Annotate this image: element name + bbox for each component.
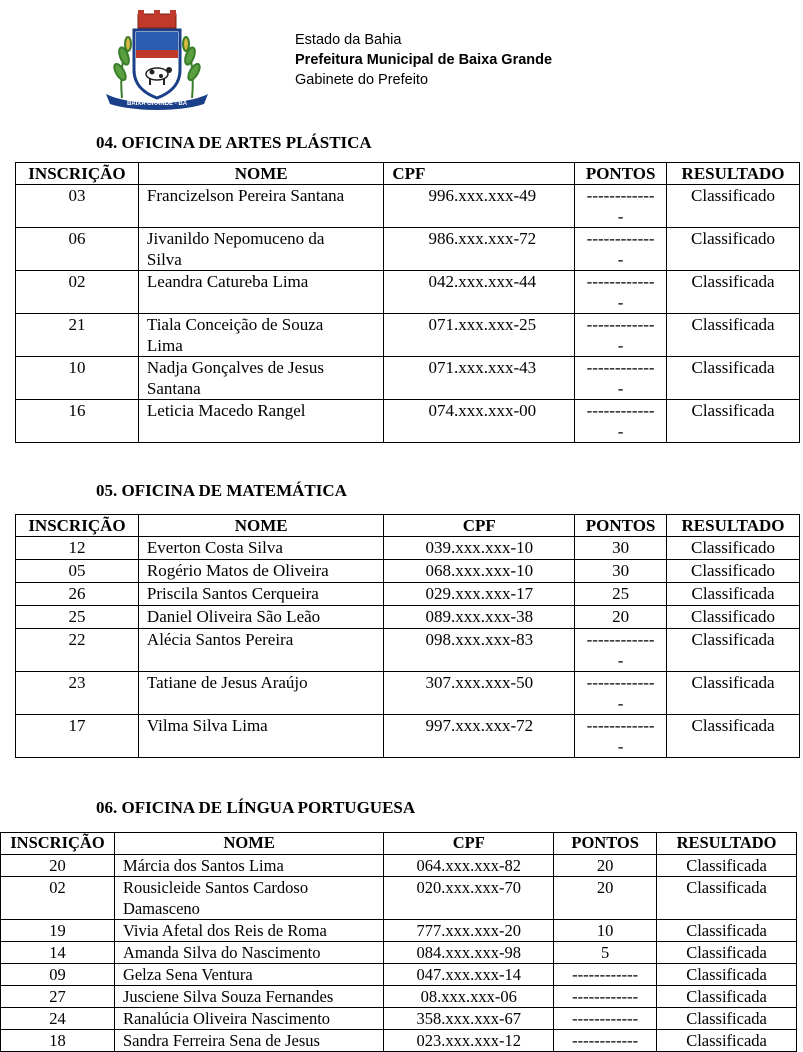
- cell-pontos: ------------ -: [575, 629, 667, 672]
- cell-inscricao: 22: [16, 629, 139, 672]
- cell-cpf: 997.xxx.xxx-72: [384, 715, 575, 758]
- cell-pontos: ------------ -: [575, 314, 667, 357]
- table-row: [16, 715, 800, 758]
- cell-inscricao: 02: [1, 877, 115, 920]
- table-artes-plastica: [15, 162, 800, 443]
- cell-inscricao: 12: [16, 537, 139, 560]
- cell-resultado: Classificada: [667, 271, 800, 314]
- header-cpf: CPF: [384, 833, 554, 855]
- table-row: [16, 400, 800, 443]
- cell-pontos: 20: [554, 877, 657, 920]
- cell-resultado: Classificada: [657, 1008, 797, 1030]
- cell-nome: Sandra Ferreira Sena de Jesus: [114, 1030, 383, 1052]
- cell-pontos: ------------ -: [575, 672, 667, 715]
- cell-cpf: 777.xxx.xxx-20: [384, 920, 554, 942]
- cell-nome: Gelza Sena Ventura: [114, 964, 383, 986]
- header-resultado: RESULTADO: [667, 515, 800, 537]
- cell-cpf: 986.xxx.xxx-72: [384, 228, 575, 271]
- cell-nome: Leticia Macedo Rangel: [138, 400, 383, 443]
- cell-resultado: Classificada: [667, 629, 800, 672]
- table-row: [1, 877, 797, 920]
- cell-inscricao: 14: [1, 942, 115, 964]
- cell-pontos: ------------ -: [575, 400, 667, 443]
- cell-nome: Vivia Afetal dos Reis de Roma: [114, 920, 383, 942]
- cell-resultado: Classificada: [667, 400, 800, 443]
- cell-resultado: Classificada: [657, 920, 797, 942]
- cell-inscricao: 24: [1, 1008, 115, 1030]
- header-pontos: PONTOS: [554, 833, 657, 855]
- table-row: [1, 1008, 797, 1030]
- table-row: [16, 560, 800, 583]
- cell-resultado: Classificada: [667, 583, 800, 606]
- cell-inscricao: 09: [1, 964, 115, 986]
- cell-inscricao: 10: [16, 357, 139, 400]
- cell-resultado: Classificada: [667, 357, 800, 400]
- cell-inscricao: 27: [1, 986, 115, 1008]
- cell-nome: Amanda Silva do Nascimento: [114, 942, 383, 964]
- cell-resultado: Classificada: [657, 855, 797, 877]
- section-title-matematica: 05. OFICINA DE MATEMÁTICA: [96, 481, 347, 500]
- table-row: [16, 228, 800, 271]
- header-inscricao: INSCRIÇÃO: [16, 515, 139, 537]
- cell-pontos: ------------: [554, 964, 657, 986]
- cell-inscricao: 05: [16, 560, 139, 583]
- cell-resultado: Classificada: [657, 986, 797, 1008]
- cell-nome: Ranalúcia Oliveira Nascimento: [114, 1008, 383, 1030]
- cell-nome: Tatiane de Jesus Araújo: [138, 672, 384, 715]
- header-nome: NOME: [114, 833, 383, 855]
- table-row: [1, 942, 797, 964]
- cell-pontos: 30: [575, 537, 667, 560]
- header-pontos: PONTOS: [575, 515, 667, 537]
- municipal-coat-of-arms-logo: [100, 8, 215, 112]
- cell-pontos: 10: [554, 920, 657, 942]
- cell-nome: Everton Costa Silva: [138, 537, 384, 560]
- table-row: [16, 537, 800, 560]
- cell-pontos: ------------: [554, 986, 657, 1008]
- cell-pontos: 5: [554, 942, 657, 964]
- table-row: [16, 185, 800, 228]
- table-row: [16, 629, 800, 672]
- cell-nome: Vilma Silva Lima: [138, 715, 384, 758]
- table-row: [16, 606, 800, 629]
- cell-cpf: 071.xxx.xxx-25: [384, 314, 575, 357]
- cell-nome: Jusciene Silva Souza Fernandes: [114, 986, 383, 1008]
- header-cpf: CPF: [384, 163, 575, 185]
- table-row: [1, 855, 797, 877]
- cell-resultado: Classificada: [667, 314, 800, 357]
- cell-cpf: 074.xxx.xxx-00: [384, 400, 575, 443]
- cell-cpf: 039.xxx.xxx-10: [384, 537, 575, 560]
- cell-pontos: 25: [575, 583, 667, 606]
- cell-cpf: 047.xxx.xxx-14: [384, 964, 554, 986]
- cell-inscricao: 26: [16, 583, 139, 606]
- cell-nome: Priscila Santos Cerqueira: [138, 583, 384, 606]
- cell-inscricao: 21: [16, 314, 139, 357]
- cell-resultado: Classificado: [667, 228, 800, 271]
- cell-cpf: 071.xxx.xxx-43: [384, 357, 575, 400]
- cell-pontos: 20: [575, 606, 667, 629]
- cell-cpf: 084.xxx.xxx-98: [384, 942, 554, 964]
- table-row: [1, 964, 797, 986]
- cell-inscricao: 02: [16, 271, 139, 314]
- cell-pontos: ------------: [554, 1008, 657, 1030]
- header-gabinete: Gabinete do Prefeito: [295, 72, 429, 88]
- cell-pontos: 20: [554, 855, 657, 877]
- table-row: [1, 986, 797, 1008]
- cell-inscricao: 16: [16, 400, 139, 443]
- cell-cpf: 098.xxx.xxx-83: [384, 629, 575, 672]
- cell-cpf: 08.xxx.xxx-06: [384, 986, 554, 1008]
- cell-cpf: 996.xxx.xxx-49: [384, 185, 575, 228]
- table-row: [1, 920, 797, 942]
- header-text-block: [295, 30, 552, 90]
- cell-inscricao: 06: [16, 228, 139, 271]
- cell-cpf: 358.xxx.xxx-67: [384, 1008, 554, 1030]
- cell-cpf: 068.xxx.xxx-10: [384, 560, 575, 583]
- table-row: [16, 314, 800, 357]
- header-nome: NOME: [138, 515, 384, 537]
- section-title-artes-plastica: 04. OFICINA DE ARTES PLÁSTICA: [96, 133, 372, 152]
- cell-nome: Márcia dos Santos Lima: [114, 855, 383, 877]
- cell-nome: Rogério Matos de Oliveira: [138, 560, 384, 583]
- cell-resultado: Classificado: [667, 606, 800, 629]
- header-prefeitura: Prefeitura Municipal de Baixa Grande: [295, 52, 553, 68]
- table-row: [16, 672, 800, 715]
- cell-inscricao: 23: [16, 672, 139, 715]
- cell-inscricao: 18: [1, 1030, 115, 1052]
- header-nome: NOME: [138, 163, 383, 185]
- cell-pontos: ------------ -: [575, 715, 667, 758]
- cell-nome: Alécia Santos Pereira: [138, 629, 384, 672]
- table-row: [1, 1030, 797, 1052]
- cell-nome: Nadja Gonçalves de Jesus Santana: [138, 357, 383, 400]
- header-pontos: PONTOS: [575, 163, 667, 185]
- cell-resultado: Classificado: [667, 537, 800, 560]
- table-row: [16, 271, 800, 314]
- cell-resultado: Classificada: [667, 672, 800, 715]
- cell-pontos: ------------: [554, 1030, 657, 1052]
- header-resultado: RESULTADO: [667, 163, 800, 185]
- header-inscricao: INSCRIÇÃO: [1, 833, 115, 855]
- cell-pontos: 30: [575, 560, 667, 583]
- cell-cpf: 020.xxx.xxx-70: [384, 877, 554, 920]
- cell-cpf: 023.xxx.xxx-12: [384, 1030, 554, 1052]
- header-state: Estado da Bahia: [295, 32, 402, 48]
- table-header-row: [16, 515, 800, 537]
- header-cpf: CPF: [384, 515, 575, 537]
- cell-nome: Jivanildo Nepomuceno da Silva: [138, 228, 383, 271]
- cell-inscricao: 19: [1, 920, 115, 942]
- cell-nome: Leandra Catureba Lima: [138, 271, 383, 314]
- cell-cpf: 064.xxx.xxx-82: [384, 855, 554, 877]
- cell-resultado: Classificada: [657, 1030, 797, 1052]
- table-row: [16, 357, 800, 400]
- cell-nome: Rousicleide Santos Cardoso Damasceno: [114, 877, 383, 920]
- cell-inscricao: 17: [16, 715, 139, 758]
- logo-ribbon-text: BAIXA GRANDE - BA: [126, 101, 188, 107]
- header-inscricao: INSCRIÇÃO: [16, 163, 139, 185]
- cell-pontos: ------------ -: [575, 357, 667, 400]
- cell-nome: Daniel Oliveira São Leão: [138, 606, 384, 629]
- table-lingua-portuguesa: [0, 832, 797, 1052]
- cell-resultado: Classificado: [667, 185, 800, 228]
- cell-resultado: Classificada: [657, 964, 797, 986]
- table-matematica: [15, 514, 800, 758]
- section-title-lingua-portuguesa: 06. OFICINA DE LÍNGUA PORTUGUESA: [96, 798, 416, 817]
- cell-inscricao: 03: [16, 185, 139, 228]
- cell-inscricao: 25: [16, 606, 139, 629]
- table-header-row: [16, 163, 800, 185]
- cell-pontos: ------------ -: [575, 271, 667, 314]
- header-resultado: RESULTADO: [657, 833, 797, 855]
- cell-cpf: 089.xxx.xxx-38: [384, 606, 575, 629]
- cell-cpf: 307.xxx.xxx-50: [384, 672, 575, 715]
- cell-nome: Tiala Conceição de Souza Lima: [138, 314, 383, 357]
- cell-inscricao: 20: [1, 855, 115, 877]
- cell-resultado: Classificado: [667, 560, 800, 583]
- cell-resultado: Classificada: [657, 942, 797, 964]
- cell-nome: Francizelson Pereira Santana: [138, 185, 383, 228]
- cell-cpf: 029.xxx.xxx-17: [384, 583, 575, 606]
- cell-pontos: ------------ -: [575, 228, 667, 271]
- cell-cpf: 042.xxx.xxx-44: [384, 271, 575, 314]
- table-header-row: [1, 833, 797, 855]
- table-row: [16, 583, 800, 606]
- cell-resultado: Classificada: [667, 715, 800, 758]
- cell-pontos: ------------ -: [575, 185, 667, 228]
- cell-resultado: Classificada: [657, 877, 797, 920]
